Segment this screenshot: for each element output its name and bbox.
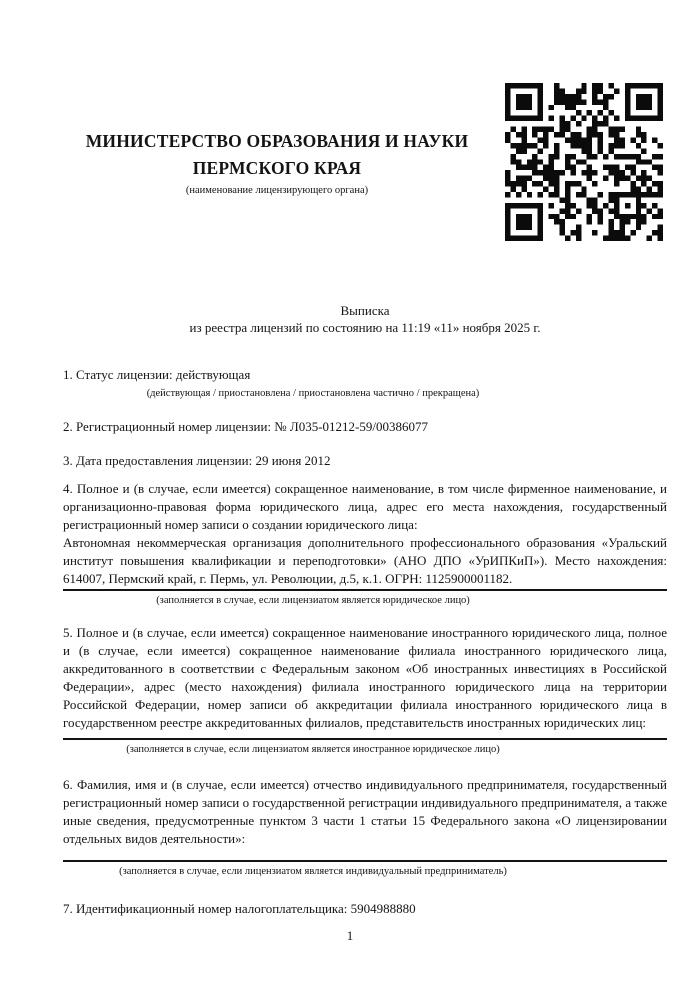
grant-date-text: 3. Дата предоставления лицензии: 29 июня 2012 (63, 453, 331, 468)
document-title-line1: Выписка (340, 303, 390, 318)
fill-line-foreign-entity (63, 738, 667, 740)
license-status-text: 1. Статус лицензии: действующая (63, 367, 251, 382)
registration-number-text: 2. Регистрационный номер лицензии: № Л035-01212-59/00386077 (63, 419, 429, 434)
qr-code (505, 83, 663, 241)
taxpayer-id-text: 7. Идентификационный номер налогоплательщика: 5904988880 (63, 901, 416, 916)
document-title (63, 303, 667, 336)
entrepreneur-label: 6. Фамилия, имя и (в случае, если имеется) отчество индивидуального предпринимателя, государственный регистрационный номер записи о государственной регистрации индивидуального предпринимателя, а также иные сведения, предусмотренные пунктом 3 части 1 статьи 15 Федерального закона «О лицензировании отдельных видов деятельности»: (63, 777, 667, 846)
legal-entity-caption: (заполняется в случае, если лицензиатом является юридическое лицо) (156, 595, 470, 606)
section-taxpayer-id (63, 900, 667, 918)
page-number: 1 (346, 928, 354, 943)
fill-line-legal-entity (63, 589, 667, 591)
section-registration-number (63, 418, 667, 436)
section-license-status (63, 366, 667, 400)
ministry-name-line1: МИНИСТЕРСТВО ОБРАЗОВАНИЯ И НАУКИ (85, 131, 469, 151)
section-legal-entity (63, 480, 667, 607)
section-grant-date (63, 452, 667, 470)
foreign-entity-label: 5. Полное и (в случае, если имеется) сокращенное наименование иностранного юридического лица, полное и (в случае, если имеется) сокращенное наименование филиала иностранного юридического лица, аккредитованного в соответствии с Федеральным законом «Об иностранных инвестициях в Российской Федерации», адрес (место нахождения) филиала иностранного юридического лица на территории Российской Федерации, номер записи об аккредитации филиала иностранного юридического лица в государственном реестре аккредитованных филиалов, представительств иностранных юридических лиц: (63, 625, 667, 730)
legal-entity-value: Автономная некоммерческая организация дополнительного профессионального образования «Уральский институт повышения квалификации и переподготовки» (АНО ДПО «УрИПКиП»). Место нахождения: 614007, Пермский край, г. Пермь, ул. Революции, д.5, к.1. ОГРН: 1125900001182. (63, 535, 667, 586)
license-status-caption: (действующая / приостановлена / приостановлена частично / прекращена) (146, 388, 480, 399)
entrepreneur-caption: (заполняется в случае, если лицензиатом является индивидуальный предприниматель) (119, 866, 507, 877)
legal-entity-label: 4. Полное и (в случае, если имеется) сокращенное наименование, в том числе фирменное наименование, и организационно-правовая форма юридического лица, адрес его места нахождения, государственный регистрационный номер записи о создании юридического лица: (63, 481, 667, 532)
section-foreign-entity (63, 624, 667, 756)
licensing-authority-header (63, 128, 491, 198)
foreign-entity-caption: (заполняется в случае, если лицензиатом является иностранное юридическое лицо) (126, 744, 500, 755)
fill-line-entrepreneur (63, 860, 667, 862)
ministry-caption: (наименование лицензирующего органа) (185, 185, 369, 196)
ministry-name-line2: ПЕРМСКОГО КРАЯ (192, 158, 362, 178)
section-entrepreneur (63, 776, 667, 878)
document-title-line2: из реестра лицензий по состоянию на 11:19 «11» ноября 2025 г. (189, 319, 541, 335)
